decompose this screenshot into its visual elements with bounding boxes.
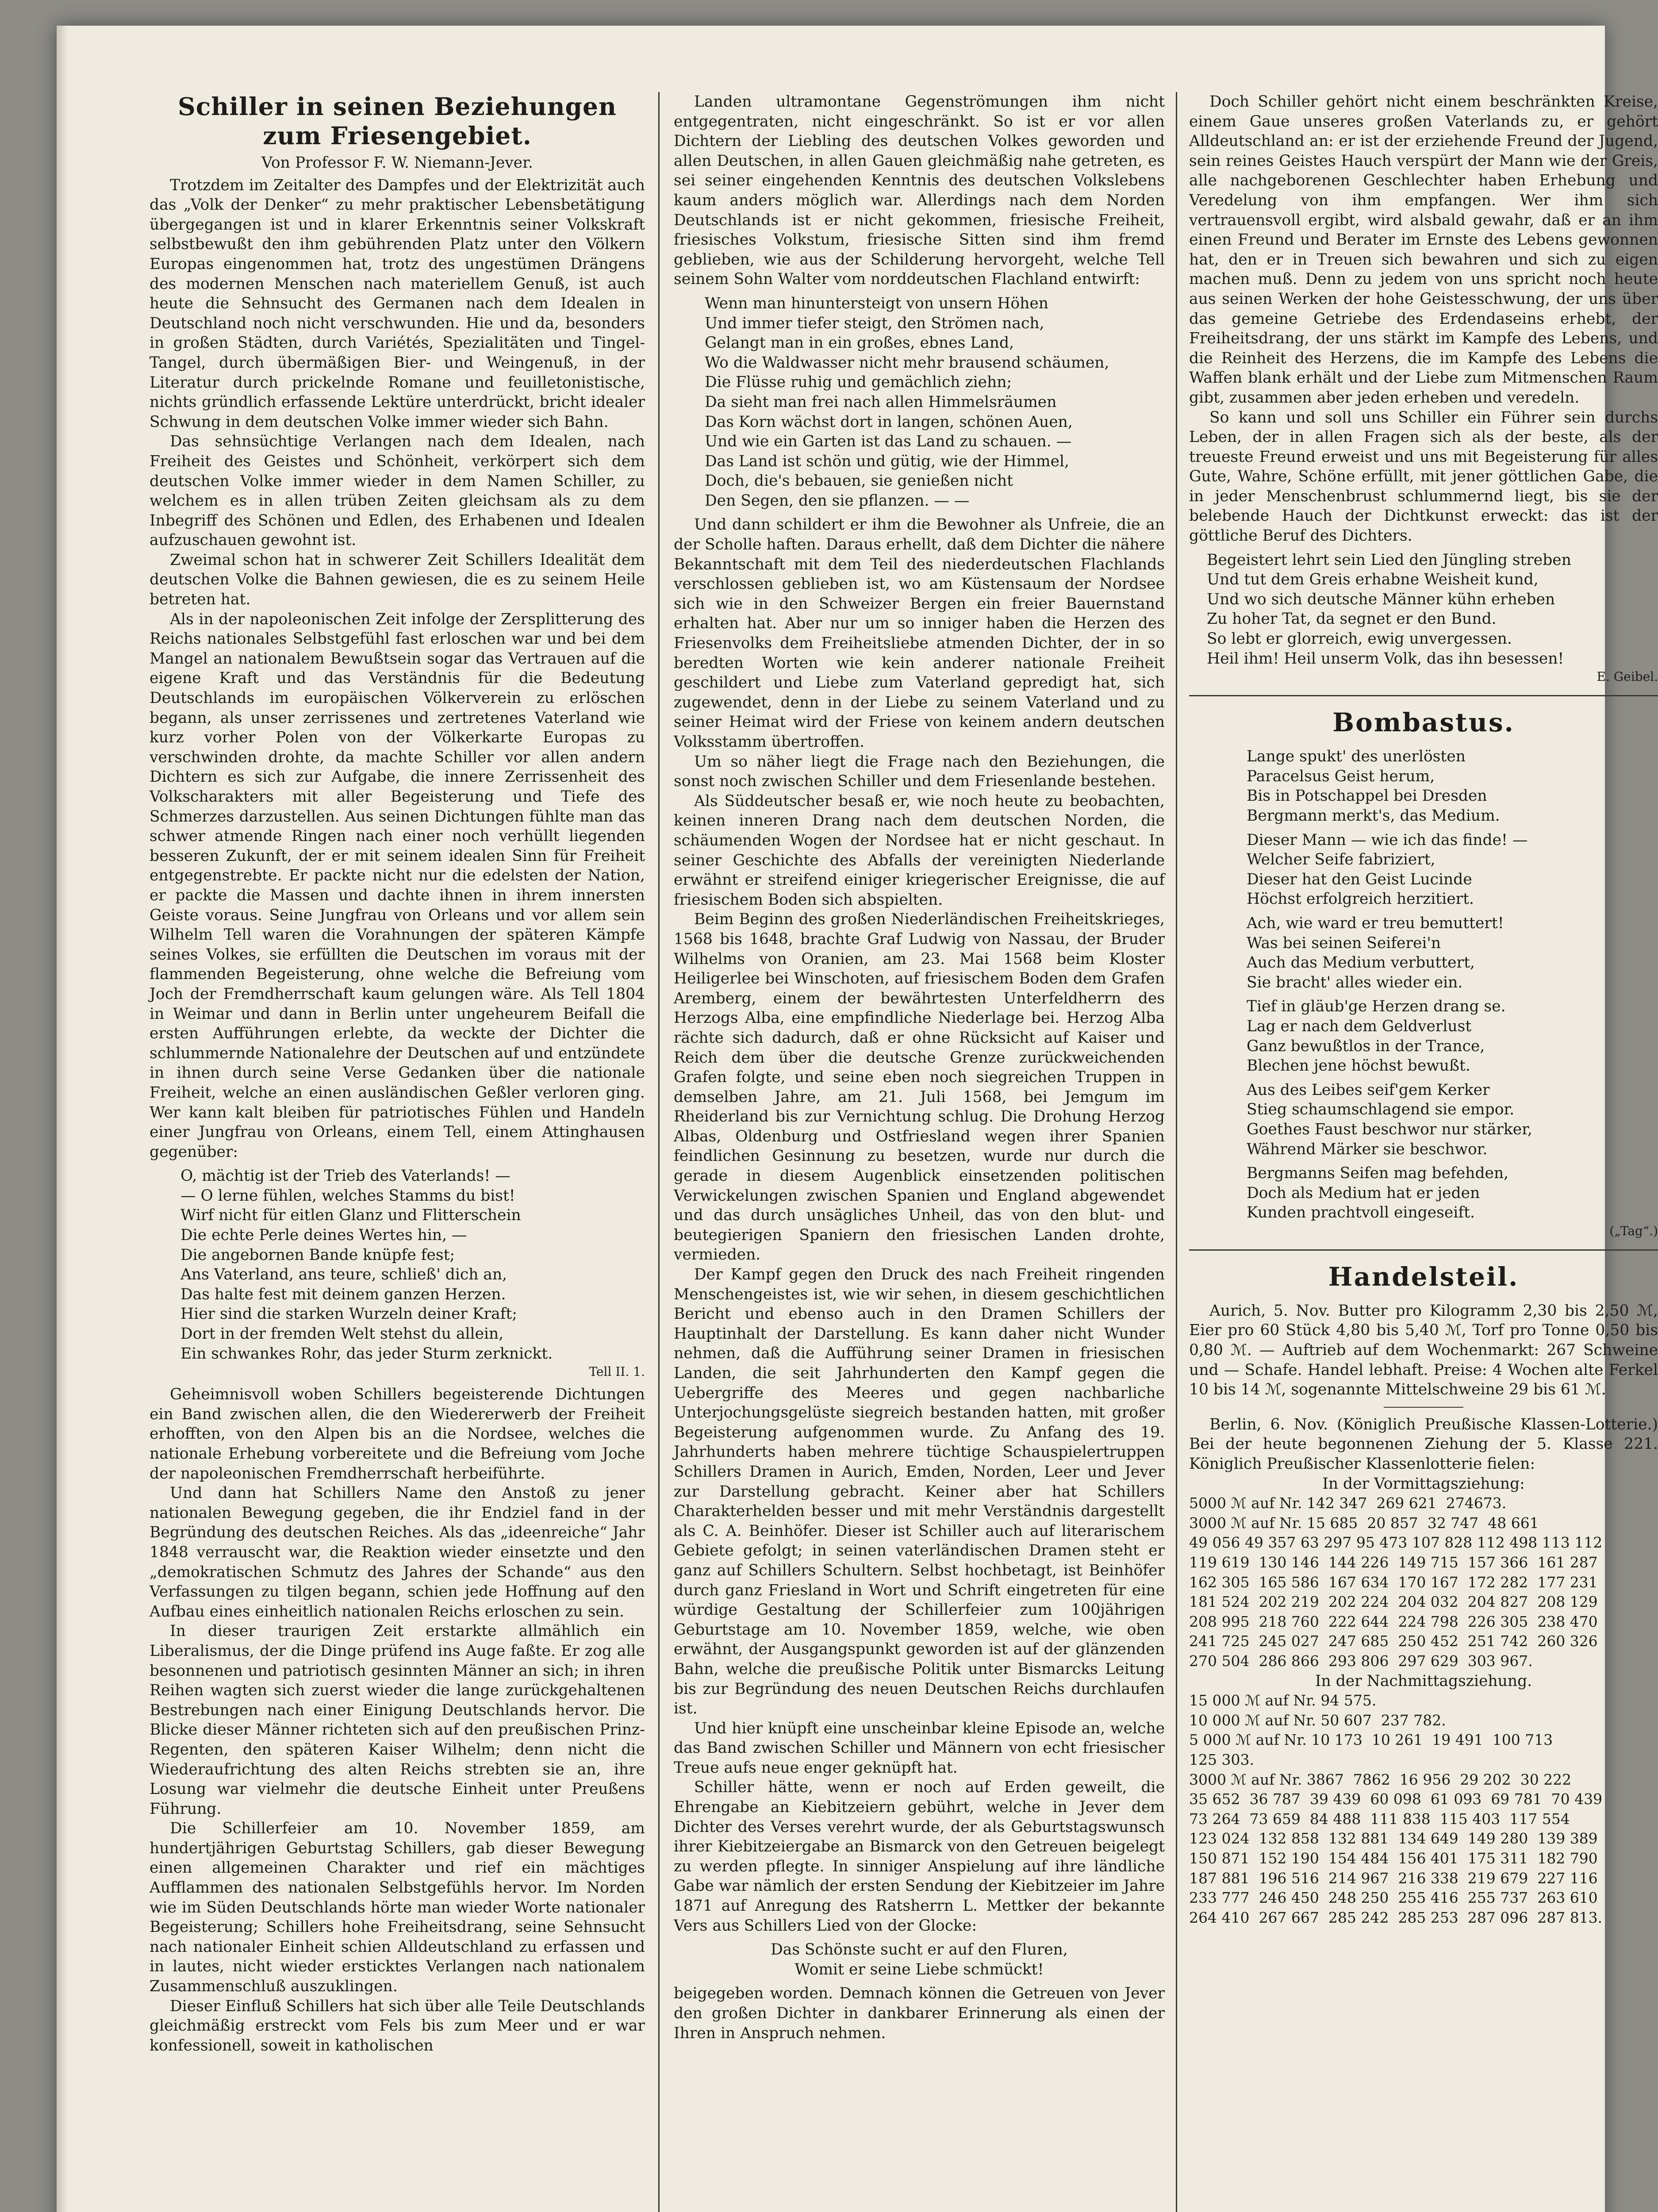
verse-line: — O lerne fühlen, welches Stamms du bist! xyxy=(180,1187,515,1205)
paragraph: In dieser traurigen Zeit erstarkte allmählich ein Liberalismus, der die Dinge prüfend ins Auge faßte. Er zog alle besonnenen und patriotisch gesinnten Männer an sich; in ihren Reihen wagten sich zuerst wieder die lange zurückgehaltenen Bestrebungen nach einer Einigung Deutschlands hervor. Die Blicke dieser Männer richteten sich auf den preußischen Prinz-Regenten, den späteren Kaiser Wilhelm; denn nicht die Wiederaufrichtung des alten Reichs strebten sie an, ihre Losung war vielmehr die deutsche Einheit unter Preußens Führung. xyxy=(150,1622,645,1818)
verse-line: Kunden prachtvoll eingeseift. xyxy=(1247,1204,1475,1222)
lottery-line: 264 410 267 667 285 242 285 253 287 096 287 813. xyxy=(1189,1909,1603,1926)
verse-line: Sie bracht' alles wieder ein. xyxy=(1247,973,1463,991)
paragraph: Und dann hat Schillers Name den Anstoß zu jener nationalen Bewegung gegeben, die ihr Endziel fand in der Begründung des deutschen Reiches. Als das „ideenreiche“ Jahr 1848 verrauscht war, die Reaktion wieder einsetzte und den „demokratischen Schmutz des Jahres der Schande“ aus den Verfassungen zu tilgen begann, schien jede Hoffnung auf den Aufbau eines einheitlich nationalen Reichs erloschen zu sein. xyxy=(150,1484,645,1621)
lottery-line: 49 056 49 357 63 297 95 473 107 828 112 498 113 112 xyxy=(1189,1534,1603,1551)
verse-line: O, mächtig ist der Trieb des Vaterlands! — xyxy=(180,1167,510,1185)
verse-line: Und wie ein Garten ist das Land zu schauen. — xyxy=(705,433,1072,451)
paragraph: Und hier knüpft eine unscheinbar kleine Episode an, welche das Band zwischen Schiller und Männern von echt friesischer Treue aufs neue enger geknüpft hat. xyxy=(674,1719,1165,1777)
lottery-line: 5000 ℳ auf Nr. 142 347 269 621 274673. xyxy=(1189,1494,1507,1512)
paragraph: Beim Beginn des großen Niederländischen Freiheitskrieges, 1568 bis 1648, brachte Graf Ludwig von Nassau, der Bruder Wilhelms von Oranien, am 23. Mai 1568 beim Kloster Heiligerlee bei Winschoten, auf friesischem Boden dem Grafen Aremberg, einem der bewährtesten Unterfeldherrn des Herzogs Alba, eine empfindliche Niederlage bei. Herzog Alba rächte sich dadurch, daß er ohne Rücksicht auf Kaiser und Reich dem über die deutsche Grenze zurückweichenden Grafen folgte, und seine eben noch siegreichen Truppen in demselben Jahre, am 21. Juli 1568, bei Jemgum im Rheiderland bis zur Vernichtung schlug. Die Drohung Herzog Albas, Oldenburg und Ostfriesland wegen ihrer Spanien feindlichen Gesinnung zu besetzen, wurde nur durch die gerade in diesem Augenblick einsetzenden politischen Verwickelungen zwischen Spanien und England abgewendet und das durch unsägliches Unheil, das von den blut- und beutegierigen Spaniern den friesischen Landen drohte, vermieden. xyxy=(674,910,1165,1264)
newspaper-page xyxy=(57,26,1658,2212)
section-divider xyxy=(1189,1249,1658,1251)
verse-line: Doch als Medium hat er jeden xyxy=(1247,1184,1480,1202)
paragraph: Um so näher liegt die Frage nach den Beziehungen, die sonst noch zwischen Schiller und dem Friesenlande bestehen. xyxy=(674,753,1165,791)
lottery-line: 5 000 ℳ auf Nr. 10 173 10 261 19 491 100 713 xyxy=(1189,1731,1553,1749)
lottery-line: 10 000 ℳ auf Nr. 50 607 237 782. xyxy=(1189,1711,1446,1729)
lottery-line: 35 652 36 787 39 439 60 098 61 093 69 781 70 439 xyxy=(1189,1790,1603,1808)
verse-line: Das Korn wächst dort in langen, schönen Auen, xyxy=(705,413,1073,431)
poem-stanza xyxy=(1247,830,1658,909)
verse-line: So lebt er glorreich, ewig unvergessen. xyxy=(1207,630,1512,648)
paragraph: Als Süddeutscher besaß er, wie noch heute zu beobachten, keinen inneren Drang nach dem deutschen Norden, die schäumenden Wogen der Nordsee hat er nicht geschaut. In seiner Geschichte des Abfalls der vereinigten Niederlande erwähnt er streifend einiger kriegerischer Ereignisse, die auf friesischem Boden sich abspielten. xyxy=(674,792,1165,909)
verse-line: Den Segen, den sie pflanzen. — — xyxy=(705,492,970,510)
verse-line: Aus des Leibes seif'gem Kerker xyxy=(1247,1081,1490,1099)
lottery-intro-berlin: Berlin, 6. Nov. (Königlich Preußische Klassen-Lotterie.) Bei der heute begonnenen Ziehung der 5. Klasse 221. Königlich Preußischer Klassenlotterie fielen: xyxy=(1189,1415,1658,1473)
verse-line: Dieser Mann — wie ich das finde! — xyxy=(1247,831,1528,849)
verse-line: Und tut dem Greis erhabne Weisheit kund, xyxy=(1207,571,1539,589)
paragraph: Die Schillerfeier am 10. November 1859, am hundertjährigen Geburtstag Schillers, gab dieser Bewegung einen allgemeinen Charakter und rief ein mächtiges Aufflammen des nationalen Selbstgefühls hervor. Im Norden wie im Süden Deutschlands hörte man wieder Worte nationaler Begeisterung; Schillers hohe Freiheitsdrang, seine Sehnsucht nach nationaler Einheit schien Alldeutschland zu erfassen und in lautes, nicht wieder ersticktes Verlangen nach nationalem Zusammenschluß auszuklingen. xyxy=(150,1820,645,1996)
verse-line: Blechen jene höchst bewußt. xyxy=(1247,1057,1470,1075)
section-divider xyxy=(1189,695,1658,696)
verse-line: Auch das Medium verbuttert, xyxy=(1247,954,1475,972)
verse-line: Bis in Potschappel bei Dresden xyxy=(1247,787,1487,805)
lottery-line: 125 303. xyxy=(1189,1751,1254,1768)
paragraph: Als in der napoleonischen Zeit infolge der Zersplitterung des Reichs nationales Selbstgefühl fast erloschen war und bei dem Mangel an nationalem Bewußtsein sogar das Vertrauen auf die eigene Kraft und das Verständnis für die Bedeutung Deutschlands im europäischen Völkerverein zu erlöschen begann, als unser zerrissenes und zertretenes Vaterland wie kurz vorher Polen von der Völkerkarte Europas zu verschwinden drohte, da machte Schiller vor allen andern Dichtern es sich zur Aufgabe, die innere Zerrissenheit des Volkscharakters mit aller Begeisterung und Tiefe des Schmerzes darzustellen. Aus seinen Dichtungen fühlte man das schwer atmende Ringen nach einer noch verhüllt liegenden besseren Zukunft, der er mit seinem idealen Sinn für Freiheit entgegenstrebte. Er packte nicht nur die edelsten der Nation, er packte die Massen und dachte ihnen in ihrem innersten Geiste voraus. Seine Jungfrau von Orleans und vor allem sein Wilhelm Tell waren die Vorahnungen der späteren Kämpfe seines Volkes, sie erfüllten die Deutschen im voraus mit der flammenden Begeisterung, ohne welche die Befreiung vom Joch der Fremdherrschaft kaum gelungen wäre. Als Tell 1804 in Weimar und dann in Berlin unter ungeheurem Beifall die ersten Aufführungen erlebte, da weckte der Dichter die schlummernde Nationalehre der Deutschen auf und entzündete in ihnen durch seine Verse Gedanken über die nationale Freiheit, welche an einen ausländischen Geßler verloren ging. Wer kann kalt bleiben für patriotisches Fühlen und Handeln einer Jungfrau von Orleans, einem Tell, einem Attinghausen gegenüber: xyxy=(150,610,645,1161)
column-1 xyxy=(150,92,645,2212)
verse-line: Und wo sich deutsche Männer kühn erheben xyxy=(1207,590,1555,608)
verse-line: Wo die Waldwasser nicht mehr brausend schäumen, xyxy=(705,353,1109,372)
verse-line: Ein schwankes Rohr, das jeder Sturm zerknickt. xyxy=(180,1344,553,1363)
poem-stanza xyxy=(1247,914,1658,992)
verse-line: Tief in gläub'ge Herzen drang se. xyxy=(1247,998,1506,1016)
paragraph: Dieser Einfluß Schillers hat sich über alle Teile Deutschlands gleichmäßig erstreckt vom Fels bis zum Meer und er war konfessionell, soweit in katholischen xyxy=(150,1997,645,2055)
article-title: Schiller in seinen Beziehungen zum Friesengebiet. xyxy=(178,92,617,150)
verse-line: Wenn man hinuntersteigt von unsern Höhen xyxy=(705,294,1048,312)
verse-line: Während Märker sie beschwor. xyxy=(1247,1140,1488,1158)
verse-line: Womit er seine Liebe schmückt! xyxy=(794,1960,1044,1978)
verse-line: Doch, die's bebauen, sie genießen nicht xyxy=(705,472,1013,490)
lottery-line: 73 264 73 659 84 488 111 838 115 403 117 554 xyxy=(1189,1810,1570,1828)
column-2 xyxy=(674,92,1165,2212)
lottery-line: 162 305 165 586 167 634 170 167 172 282 177 231 xyxy=(1189,1573,1598,1591)
lottery-line: 233 777 246 450 248 250 255 416 255 737 263 610 xyxy=(1189,1889,1598,1907)
lottery-line: 123 024 132 858 132 881 134 649 149 280 139 389 xyxy=(1189,1830,1598,1847)
paragraph: Und dann schildert er ihm die Bewohner als Unfreie, die an der Scholle haften. Daraus erhellt, daß dem Dichter die nähere Bekanntschaft mit dem Teil des niederdeutschen Flachlands verschlossen geblieben ist, wo am Küstensaum der Nordsee sich wie in den Schweizer Bergen ein freier Bauernstand erhalten hat. Aber nur um so inniger haben die Herzen des Friesenvolks dem Freiheitsliebe atmenden Dichter, der in so beredten Worten wie kein anderer nationale Freiheit geschildert und Liebe zum Vaterland gepredigt hat, sich zugewendet, denn in der Liebe zu seinem Vaterland und zu seiner Heimat wird der Friese von keinem andern deutschen Volksstamm übertroffen. xyxy=(674,516,1165,751)
paragraph: Trotzdem im Zeitalter des Dampfes und der Elektrizität auch das „Volk der Denker“ zu mehr praktischer Lebensbetätigung übergegangen ist und in klarer Erkenntnis seiner Volkskraft selbstbewußt den ihm gebührenden Platz unter den Völkern Europas eingenommen hat, trotz des ungestümen Drängens des modernen Menschen nach materiellem Genuß, ist auch heute die Sehnsucht des Germanen nach dem Idealen in Deutschland noch nicht verschwunden. Hie und da, besonders in großen Städten, durch Variétés, Spezialitäten und Tingel-Tangel, durch übermäßigen Bier- und Weingenuß, in der Literatur durch prickelnde Romane und feuilletonistische, nichts gründlich erfassende Lektüre unterdrückt, bricht idealer Schwung in dem deutschen Volke immer wieder sich Bahn. xyxy=(150,176,645,431)
poem-stanza xyxy=(1247,997,1658,1075)
verse-line: Dieser hat den Geist Lucinde xyxy=(1247,870,1472,888)
market-report-aurich: Aurich, 5. Nov. Butter pro Kilogramm 2,30 bis 2,50 ℳ, Eier pro 60 Stück 4,80 bis 5,40 ℳ, Torf pro Tonne 0,50 bis 0,80 ℳ. — Auftrieb auf dem Wochenmarkt: 267 Schweine und — Schafe. Handel lebhaft. Preise: 4 Wochen alte Ferkel 10 bis 14 ℳ, sogenannte Mittelschweine 29 bis 61 ℳ. xyxy=(1189,1302,1658,1399)
paragraph: Landen ultramontane Gegenströmungen ihm nicht entgegentraten, nicht eingeschränkt. So ist er vor allen Dichtern der Liebling des deutschen Volkes geworden und allen Deutschen, in allen Gauen gleichmäßig nahe getreten, es sei seiner eingehenden Kenntnis des deutschen Volkslebens kaum anders möglich war. Allerdings nach dem Norden Deutschlands ist er nicht gekommen, friesische Freiheit, friesisches Volkstum, friesische Sitten sind ihm fremd geblieben, wie aus der Schilderung hervorgeht, welche Tell seinem Sohn Walter vom norddeutschen Flachland entwirft: xyxy=(674,93,1165,288)
column-divider xyxy=(1176,92,1177,2212)
lottery-line: 3000 ℳ auf Nr. 15 685 20 857 32 747 48 661 xyxy=(1189,1514,1539,1532)
lottery-line: 181 524 202 219 202 224 204 032 204 827 208 129 xyxy=(1189,1593,1598,1611)
verse-line: Zu hoher Tat, da segnet er den Bund. xyxy=(1207,610,1497,628)
lottery-line: 150 871 152 190 154 484 156 401 175 311 182 790 xyxy=(1189,1849,1598,1867)
trade-section-title: Handelsteil. xyxy=(1328,1261,1519,1292)
verse-quote xyxy=(674,1940,1165,1979)
lottery-line: 241 725 245 027 247 685 250 452 251 742 260 326 xyxy=(1189,1632,1598,1650)
verse-line: Heil ihm! Heil unserm Volk, das ihn besessen! xyxy=(1207,649,1564,668)
poem-stanza xyxy=(1247,1164,1658,1240)
verse-line: Bergmann merkt's, das Medium. xyxy=(1247,807,1500,825)
paragraph: Zweimal schon hat in schwerer Zeit Schillers Idealität dem deutschen Volke die Bahnen gewiesen, die es zu seinem Heile betreten hat. xyxy=(150,551,645,609)
verse-quote xyxy=(180,1166,645,1380)
verse-line: Ans Vaterland, ans teure, schließ' dich an, xyxy=(180,1266,507,1284)
lottery-subheading: In der Vormittagsziehung: xyxy=(1322,1475,1525,1493)
verse-citation: E. Geibel. xyxy=(1597,669,1658,684)
page-binding-edge xyxy=(57,26,68,2212)
section-divider xyxy=(1384,1407,1463,1408)
verse-line: Ganz bewußtlos in der Trance, xyxy=(1247,1037,1485,1055)
poem-stanza xyxy=(1247,1080,1658,1159)
verse-citation: Tell II. 1. xyxy=(589,1364,645,1379)
paragraph: Schiller hätte, wenn er noch auf Erden geweilt, die Ehrengabe an Kiebitzeiern gebührt, welche in Jever dem Dichter des Verses verehrt wurde, der als Geburtstagswunsch ihrer Kiebitzeiergabe an Bismarck von den Getreuen beigelegt zu werden pflegte. In sinniger Anspielung auf ihre ländliche Gabe war nämlich der ersten Sendung der Kiebitzeier im Jahre 1871 auf Anregung des Ratsherrn L. Mettker der bekannte Vers aus Schillers Lied von der Glocke: xyxy=(674,1778,1165,1935)
verse-line: Ach, wie ward er treu bemuttert! xyxy=(1247,914,1504,932)
verse-line: Die angebornen Bande knüpfe fest; xyxy=(180,1246,455,1264)
verse-line: Das Schönste sucht er auf den Fluren, xyxy=(771,1941,1068,1959)
verse-line: Höchst erfolgreich herzitiert. xyxy=(1247,890,1474,908)
verse-line: Das halte fest mit deinem ganzen Herzen. xyxy=(180,1285,506,1303)
poem-stanza xyxy=(1247,747,1658,826)
paragraph: Der Kampf gegen den Druck des nach Freiheit ringenden Menschengeistes ist, wie wir sehen, in diesem geschichtlichen Bericht und ebenso auch in den Dramen Schillers der Hauptinhalt der Darstellung. Es kann daher nicht Wunder nehmen, daß die Aufführung seiner Dramen in friesischen Landen, die seit Jahrhunderten den Kampf gegen die Uebergriffe des Meeres und gegen nachbarliche Unterjochungsgelüste siegreich bestanden hatten, mit großer Begeisterung aufgenommen wurde. Zu Anfang des 19. Jahrhunderts haben mehrere tüchtige Schauspielertruppen Schillers Dramen in Aurich, Emden, Norden, Leer und Jever zur Darstellung gebracht. Keiner aber hat Schillers Charakterhelden besser und mit mehr Verständnis dargestellt als C. A. Beinhöfer. Dieser ist Schiller auch auf literarischem Gebiete gefolgt; in seinen vaterländischen Dramen steht er ganz auf Schillers Schultern. Selbst hochbetagt, ist Beinhöfer durch ganz Friesland in Wort und Schrift eingetreten für eine würdige Gestaltung der Schillerfeier zum 100jährigen Geburtstage am 10. November 1859, welche, wie oben erwähnt, der Ausgangspunkt geworden ist auf der glänzenden Bahn, welche die preußische Politik unter Bismarcks Leitung bis zur Begründung des neuen Deutschen Reichs durchlaufen ist. xyxy=(674,1266,1165,1718)
lottery-line: 208 995 218 760 222 644 224 798 226 305 238 470 xyxy=(1189,1613,1598,1630)
lottery-line: 270 504 286 866 293 806 297 629 303 967. xyxy=(1189,1652,1533,1670)
verse-line: Das Land ist schön und gütig, wie der Himmel, xyxy=(705,452,1070,470)
verse-line: Goethes Faust beschwor nur stärker, xyxy=(1247,1120,1532,1138)
verse-line: Lange spukt' des unerlösten xyxy=(1247,748,1466,766)
verse-quote xyxy=(1207,550,1658,686)
column-3 xyxy=(1189,92,1658,2212)
verse-line: Begeistert lehrt sein Lied den Jüngling streben xyxy=(1207,551,1571,569)
paragraph: Das sehnsüchtige Verlangen nach dem Idealen, nach Freiheit des Geistes und Schönheit, verkörpert sich dem deutschen Volke immer wieder in dem Namen Schiller, zu welchem es in allen trüben Zeiten gleichsam als zu dem Inbegriff des Schönen und Edlen, des Erhabenen und Idealen aufzuschauen gewohnt ist. xyxy=(150,433,645,549)
verse-line: Stieg schaumschlagend sie empor. xyxy=(1247,1101,1515,1119)
paragraph: Geheimnisvoll woben Schillers begeisterende Dichtungen ein Band zwischen allen, die den Wiedererwerb der Freiheit erhofften, von den Alpen bis an die Nordsee, welches die nationale Erhebung vorbereitete und die Befreiung vom Joche der napoleonischen Fremdherrschaft herbeiführte. xyxy=(150,1386,645,1482)
verse-line: Bergmanns Seifen mag befehden, xyxy=(1247,1164,1509,1183)
article-byline: Von Professor F. W. Niemann-Jever. xyxy=(261,154,533,172)
poem-source: („Tag“.) xyxy=(1609,1223,1658,1238)
verse-quote xyxy=(705,294,1165,511)
lottery-subheading: In der Nachmittagsziehung. xyxy=(1315,1672,1532,1690)
paragraph: So kann und soll uns Schiller ein Führer sein durchs Leben, der in allen Fragen sich als der beste, als der treueste Freund erweist und uns mit Begeisterung für alles Gute, Wahre, Schöne erfüllt, mit jener göttlichen Gabe, die in jeder Menschenbrust schlummernd liegt, bis sie der belebende Hauch der Dichtkunst erweckt: das ist der göttliche Beruf des Dichters. xyxy=(1189,408,1658,545)
poem-title: Bombastus. xyxy=(1332,707,1515,738)
verse-line: Dort in der fremden Welt stehst du allein, xyxy=(180,1325,504,1343)
verse-line: Gelangt man in ein großes, ebnes Land, xyxy=(705,334,1014,352)
lottery-line: 119 619 130 146 144 226 149 715 157 366 161 287 xyxy=(1189,1554,1598,1571)
column-divider xyxy=(658,92,660,2212)
verse-line: Da sieht man frei nach allen Himmelsräumen xyxy=(705,393,1057,411)
verse-line: Was bei seinen Seiferei'n xyxy=(1247,934,1441,952)
verse-line: Welcher Seife fabriziert, xyxy=(1247,851,1435,869)
verse-line: Paracelsus Geist herum, xyxy=(1247,767,1435,785)
verse-line: Wirf nicht für eitlen Glanz und Flitterschein xyxy=(180,1206,521,1225)
lottery-line: 187 881 196 516 214 967 216 338 219 679 227 116 xyxy=(1189,1869,1598,1887)
lottery-line: 3000 ℳ auf Nr. 3867 7862 16 956 29 202 30 222 xyxy=(1189,1770,1572,1788)
verse-line: Die echte Perle deines Wertes hin, — xyxy=(180,1226,467,1244)
lottery-line: 15 000 ℳ auf Nr. 94 575. xyxy=(1189,1692,1377,1709)
verse-line: Und immer tiefer steigt, den Strömen nach, xyxy=(705,314,1044,332)
trade-section xyxy=(1189,1301,1658,1928)
verse-line: Die Flüsse ruhig und gemächlich ziehn; xyxy=(705,373,1012,392)
paragraph: beigegeben worden. Demnach können die Getreuen von Jever den großen Dichter in dankbarer Erinnerung als einen der Ihren in Anspruch nehmen. xyxy=(674,1985,1165,2042)
paragraph: Doch Schiller gehört nicht einem beschränkten Kreise, einem Gaue unseres großen Vaterlands zu, er gehört Alldeutschland an: er ist der erziehende Freund der Jugend, sein reines Geistes Hauch verspürt der Mann wie der Greis, alle nachgeborenen Geschlechter haben Erhebung und Veredelung von ihm empfangen. Wer ihm sich vertrauensvoll ergibt, wird alsbald gewahr, daß er an ihm einen Freund und Berater im Ernste des Lebens gewonnen hat, den er in Treuen sich bewahren und sich zu eigen machen muß. Denn zu jedem von uns spricht noch heute aus seinen Werken der hohe Geistesschwung, der uns über das gemeine Getriebe des Erdendaseins erhebt, der Freiheitsdrang, der uns stärkt im Kampfe des Lebens, und die Reinheit des Herzens, die im Kampfe des Lebens die Waffen blank erhält und der Liebe zum Mitmenschen Raum gibt, zusammen aber jeden erheben und veredeln. xyxy=(1189,93,1658,407)
verse-line: Hier sind die starken Wurzeln deiner Kraft; xyxy=(180,1305,517,1323)
verse-line: Lag er nach dem Geldverlust xyxy=(1247,1017,1472,1035)
